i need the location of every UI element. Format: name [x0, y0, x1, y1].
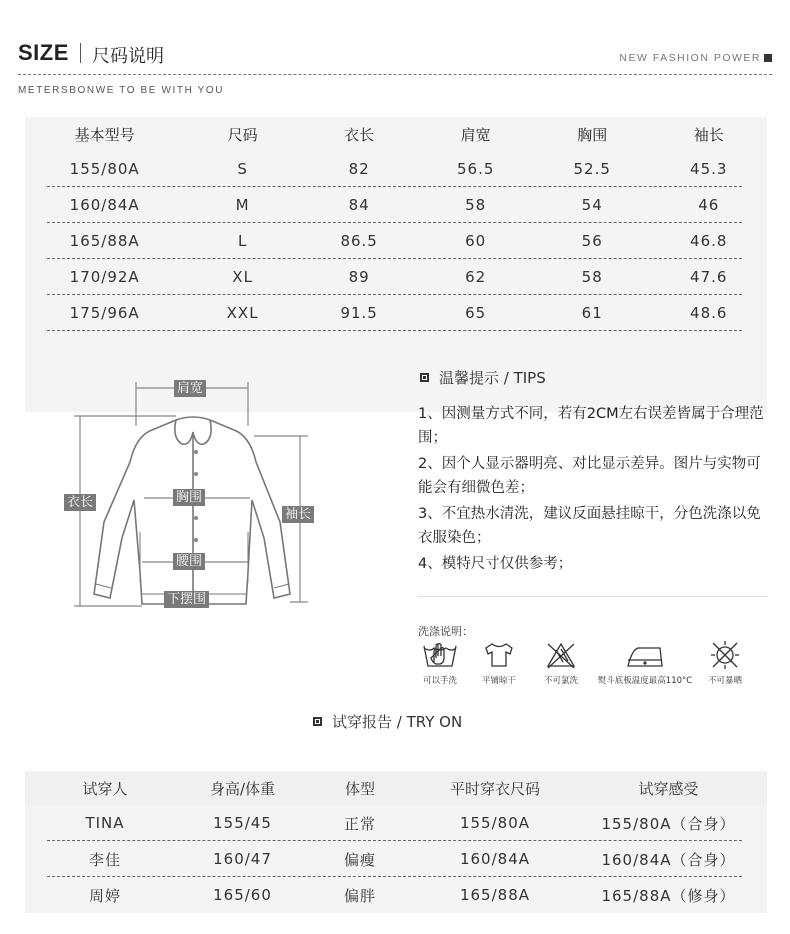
header-cell: 衣长 [344, 125, 375, 144]
tagline [619, 52, 772, 64]
tryon-table [25, 771, 767, 913]
table-cell: 61 [581, 304, 603, 322]
header-cell: 试穿人 [82, 779, 128, 798]
header-cell: 胸围 [577, 125, 608, 144]
table-cell: XXL [226, 304, 259, 322]
table-cell: 60 [465, 232, 487, 250]
tryon-title: 试穿报告 / TRY ON [332, 713, 463, 731]
table-row [25, 259, 767, 295]
table-cell: 46 [698, 196, 720, 214]
tips-heading [420, 367, 546, 388]
table-row [25, 841, 767, 877]
table-cell: 175/96A [69, 304, 140, 322]
table-cell: 58 [465, 196, 487, 214]
table-cell: 52.5 [573, 160, 611, 178]
tagline-text: NEW FASHION POWER [619, 52, 761, 64]
tips-title: 温馨提示 / TIPS [439, 369, 546, 387]
wash-label: 不可暴晒 [707, 676, 742, 686]
table-cell: 160/84A（合身） [601, 850, 736, 869]
table-cell: XL [232, 268, 253, 286]
table-cell: 48.6 [690, 304, 728, 322]
size-table [25, 117, 767, 331]
garment-measurement-diagram [64, 372, 326, 614]
table-cell: 170/92A [69, 268, 140, 286]
table-row [25, 295, 767, 331]
tip-item: 1、因测量方式不同，若有2CM左右误差皆属于合理范围； [418, 406, 764, 446]
heading-divider [80, 43, 81, 63]
header-dashed-divider [18, 74, 772, 75]
table-cell: 正常 [343, 814, 376, 833]
wash-item [412, 640, 468, 686]
table-cell: 155/80A（合身） [601, 814, 736, 833]
table-cell: 160/84A [69, 196, 140, 214]
tip-item: 3、不宜热水清洗，建议反面悬挂晾干，分色洗涤以免衣服染色； [418, 506, 761, 546]
iron-icon [624, 640, 666, 670]
table-cell: 160/84A [459, 850, 531, 868]
bullet-square-icon [313, 717, 322, 726]
table-cell: 84 [348, 196, 370, 214]
size-table-body [25, 151, 767, 331]
wash-label: 熨斗底板温度最高110°C [597, 676, 693, 686]
table-cell: 91.5 [340, 304, 378, 322]
table-cell: 45.3 [690, 160, 728, 178]
table-cell: S [237, 160, 248, 178]
tryon-table-header [25, 771, 767, 805]
table-cell: 155/80A [459, 814, 531, 832]
table-cell: 46.8 [690, 232, 728, 250]
square-icon [764, 54, 772, 62]
table-cell: 47.6 [690, 268, 728, 286]
table-cell: 165/88A [69, 232, 140, 250]
table-cell: L [237, 232, 248, 250]
hand-wash-icon [420, 640, 460, 670]
table-cell: 62 [465, 268, 487, 286]
table-cell: 李佳 [88, 850, 121, 869]
tip-item: 2、因个人显示器明亮、对比显示差异。图片与实物可能会有细微色差； [418, 456, 761, 496]
table-row [25, 187, 767, 223]
table-cell: 偏胖 [343, 886, 376, 905]
wash-label: 可以手洗 [422, 676, 457, 686]
header-cell: 尺码 [227, 125, 258, 144]
table-row [25, 223, 767, 259]
flat-dry-icon [482, 640, 516, 670]
brand-slogan: METERSBONWE TO BE WITH YOU [18, 85, 225, 96]
table-row [25, 151, 767, 187]
wash-label: 不可氯洗 [543, 676, 578, 686]
header-cell: 袖长 [693, 125, 724, 144]
header-cell: 试穿感受 [638, 779, 699, 798]
wash-label: 平铺晾干 [481, 676, 516, 686]
wash-item [534, 640, 588, 686]
header-cell: 体型 [344, 779, 375, 798]
table-cell: 54 [581, 196, 603, 214]
table-cell: 65 [465, 304, 487, 322]
table-cell: 56.5 [456, 160, 495, 178]
table-cell: 周婷 [88, 886, 121, 905]
bullet-square-icon [420, 373, 429, 382]
tip-item: 4、模特尺寸仅供参考； [418, 556, 573, 572]
shoulder-label: 肩宽 [174, 380, 206, 397]
size-chart-title: 尺码说明 [92, 46, 164, 67]
table-cell: 160/47 [213, 850, 272, 868]
waist-label: 腰围 [173, 553, 205, 570]
table-cell: 165/88A（修身） [601, 886, 736, 905]
size-heading: SIZE [18, 40, 69, 65]
header-cell: 身高/体重 [209, 779, 276, 798]
table-cell: 89 [348, 268, 370, 286]
wash-icons [412, 640, 752, 700]
hem-label: 下摆围 [164, 591, 209, 608]
tryon-heading [313, 711, 462, 732]
sleeve-label: 袖长 [282, 506, 314, 523]
wash-instructions-title: 洗涤说明： [418, 625, 473, 638]
table-row [25, 877, 767, 913]
table-cell: 82 [348, 160, 370, 178]
table-cell: 56 [581, 232, 603, 250]
wash-item [592, 640, 698, 686]
table-cell: TINA [85, 814, 125, 832]
chest-label: 胸围 [173, 489, 205, 506]
size-table-header [25, 117, 767, 151]
no-bleach-icon [544, 640, 578, 670]
tips-divider [418, 596, 768, 597]
tips-list [418, 402, 768, 578]
table-cell: 165/60 [213, 886, 272, 904]
table-cell: 86.5 [340, 232, 378, 250]
header-cell: 肩宽 [460, 125, 491, 144]
table-cell: 155/45 [213, 814, 272, 832]
table-row [25, 805, 767, 841]
table-cell: 155/80A [69, 160, 140, 178]
table-cell: 58 [581, 268, 603, 286]
table-cell: 偏瘦 [343, 850, 376, 869]
length-label: 衣长 [64, 494, 96, 511]
table-cell: M [235, 196, 250, 214]
wash-item [472, 640, 526, 686]
no-sun-icon [707, 640, 743, 670]
table-cell: 165/88A [459, 886, 531, 904]
header-cell: 基本型号 [74, 125, 135, 144]
header-cell: 平时穿衣尺码 [449, 779, 540, 798]
wash-item [700, 640, 750, 686]
